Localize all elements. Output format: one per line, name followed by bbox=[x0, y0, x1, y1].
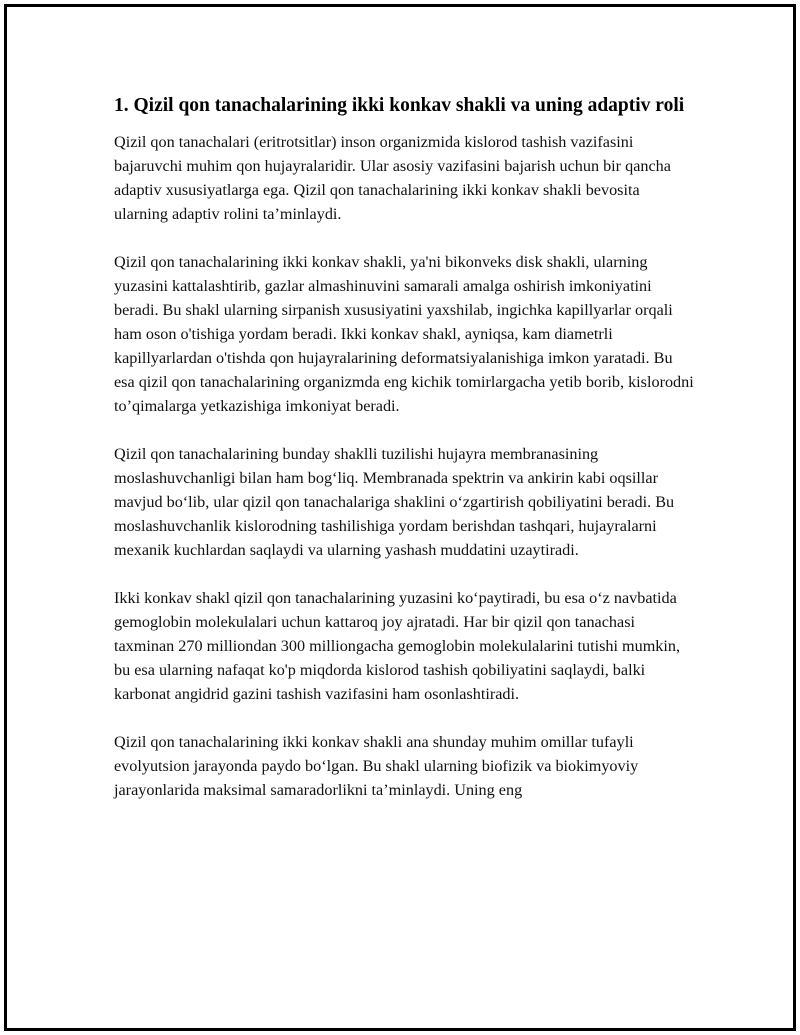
paragraph-5: Qizil qon tanachalarining ikki konkav shakli ana shunday muhim omillar tufayli evolyutsion jarayonda paydo bo‘lgan. Bu shakl ularning biofizik va biokimyoviy jarayonlarida maksimal samaradorlikni ta’minlaydi. Uning eng bbox=[114, 733, 639, 799]
paragraph-3: Qizil qon tanachalarining bunday shaklli tuzilishi hujayra membranasining moslashuvchanligi bilan ham bog‘liq. Membranada spektrin va ankirin kabi oqsillar mavjud bo‘lib, ular qizil qon tanachalariga shaklini o‘zgartirish qobiliyatini beradi. Bu moslashuvchanlik kislorodning tashilishiga yordam berishdan tashqari, hujayralarni mexanik kuchlardan saqlaydi va ularning yashash muddatini uzaytiradi. bbox=[114, 445, 675, 559]
document-body bbox=[114, 92, 694, 826]
paragraph-4: Ikki konkav shakl qizil qon tanachalarining yuzasini ko‘paytiradi, bu esa o‘z navbatida gemoglobin molekulalari uchun kattaroq joy ajratadi. Har bir qizil qon tanachasi taxminan 270 milliondan 300 milliongacha gemoglobin molekulalarini tutishi mumkin, bu esa ularning nafaqat ko'p miqdorda kislorod tashish qobiliyatini saqlaydi, balki karbonat angidrid gazini tashish vazifasini ham osonlashtiradi. bbox=[114, 589, 681, 703]
paragraph-2: Qizil qon tanachalarining ikki konkav shakli, ya'ni bikonveks disk shakli, ularning yuzasini kattalashtirib, gazlar almashinuvini samarali amalga oshirish imkoniyatini beradi. Bu shakl ularning sirpanish xususiyatini yaxshilab, ingichka kapillyarlar orqali ham oson o'tishiga yordam beradi. Ikki konkav shakl, ayniqsa, kam diametrli kapillyarlardan o'tishda qon hujayralarining deformatsiyalanishiga imkon yaratadi. Bu esa qizil qon tanachalarining organizmda eng kichik tomirlargacha yetib borib, kislorodni to’qimalarga yetkazishiga imkoniyat beradi. bbox=[114, 253, 694, 415]
paragraph-1: Qizil qon tanachalari (eritrotsitlar) inson organizmida kislorod tashish vazifasini bajaruvchi muhim qon hujayralaridir. Ular asosiy vazifasini bajarish uchun bir qancha adaptiv xususiyatlarga ega. Qizil qon tanachalarining ikki konkav shakli bevosita ularning adaptiv rolini ta’minlaydi. bbox=[114, 133, 671, 223]
section-heading: 1. Qizil qon tanachalarining ikki konkav shakli va uning adaptiv roli bbox=[114, 95, 685, 116]
